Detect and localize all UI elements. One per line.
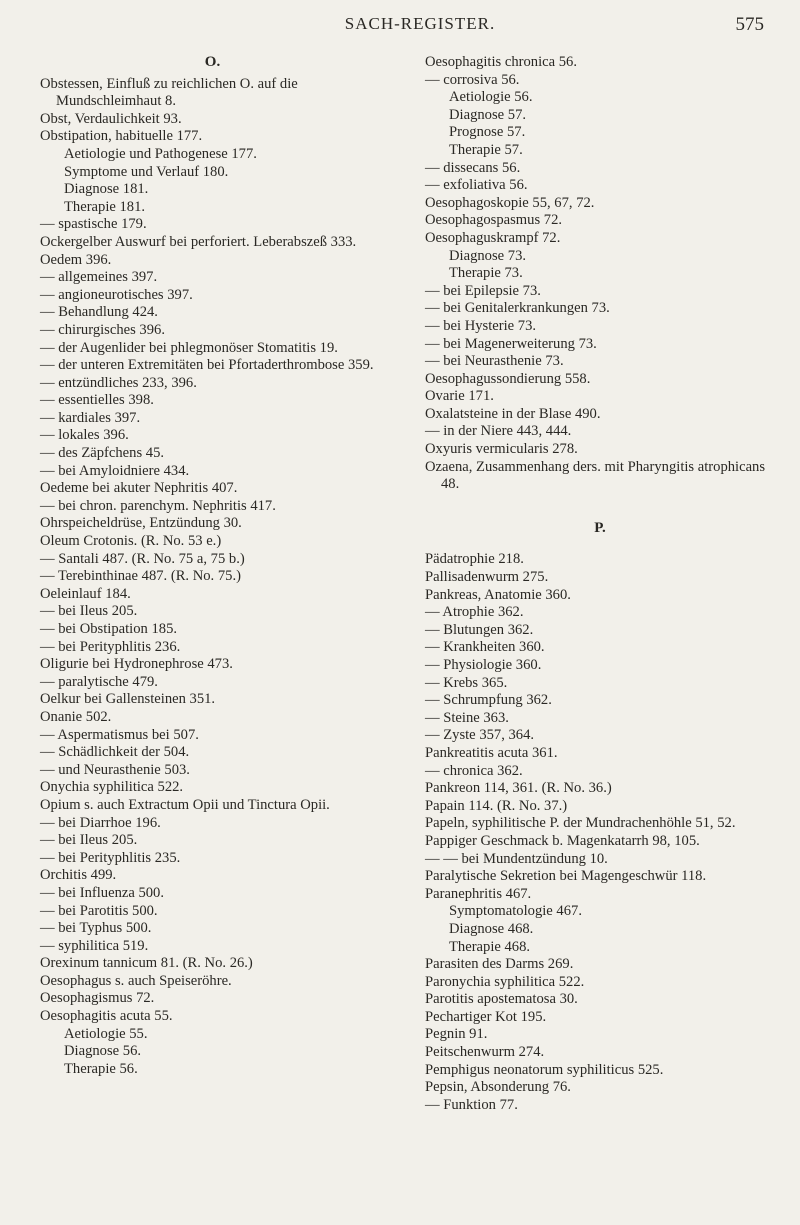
index-entry: — chronica 362. <box>425 762 523 779</box>
index-entry: — bei Ileus 205. <box>40 832 138 849</box>
index-entry: Pädatrophie 218. <box>425 551 524 568</box>
index-entry: Paralytische Sekretion bei Magengeschwür 118. <box>425 868 707 885</box>
index-entry: — bei Parotitis 500. <box>40 902 158 919</box>
index-entry: — kardiales 397. <box>40 409 141 426</box>
index-entry: Obstessen, Einfluß zu reichlichen O. auf die Mundschleimhaut 8. <box>40 75 298 110</box>
index-entry: Pemphigus neonatorum syphiliticus 525. <box>425 1061 664 1078</box>
index-entry: — Krebs 365. <box>425 674 508 691</box>
index-entry: — bei Perityphlitis 236. <box>40 638 181 655</box>
index-entry: — chirurgisches 396. <box>40 321 165 338</box>
index-entry: Obstipation, habituelle 177. <box>40 128 203 145</box>
index-entry: — Santali 487. (R. No. 75 a, 75 b.) <box>40 550 245 567</box>
left-column <box>40 54 385 1078</box>
index-entry: Oesophagus s. auch Speiseröhre. <box>40 972 232 989</box>
index-entry: — corrosiva 56. <box>425 71 520 88</box>
index-entry: Onanie 502. <box>40 708 112 725</box>
index-entry: Orchitis 499. <box>40 867 117 884</box>
index-entry: — Blutungen 362. <box>425 621 534 638</box>
index-entry: Ozaena, Zusammenhang ders. mit Pharyngitis atrophicans 48. <box>425 458 766 493</box>
index-entry: — Physiologie 360. <box>425 657 542 673</box>
index-entry: Symptomatologie 467. <box>449 903 582 920</box>
index-entry: Oeleinlauf 184. <box>40 585 131 602</box>
index-entry: Parasiten des Darms 269. <box>425 956 574 973</box>
index-entry: Oesophagoskopie 55, 67, 72. <box>425 194 595 211</box>
index-entry: Pallisadenwurm 275. <box>425 569 549 586</box>
index-entry: Ovarie 171. <box>425 388 494 405</box>
index-entry: — bei Amyloidniere 434. <box>40 462 190 479</box>
index-entry: — essentielles 398. <box>40 392 154 409</box>
entry-list-right-o <box>425 54 775 494</box>
index-entry: — bei Diarrhoe 196. <box>40 814 161 831</box>
index-entry: — und Neurasthenie 503. <box>40 761 190 778</box>
index-entry: — bei Hysterie 73. <box>425 317 537 334</box>
index-entry: — bei Neurasthenie 73. <box>425 353 564 370</box>
index-entry: Oedem 396. <box>40 251 112 268</box>
right-column <box>425 54 775 1114</box>
index-entry: Papain 114. (R. No. 37.) <box>425 797 568 814</box>
index-entry: Orexinum tannicum 81. (R. No. 26.) <box>40 955 253 972</box>
index-entry: — Zyste 357, 364. <box>425 727 535 744</box>
index-entry: — Terebinthinae 487. (R. No. 75.) <box>40 568 241 585</box>
index-entry: Oesophagussondierung 558. <box>425 370 591 387</box>
index-entry: Symptome und Verlauf 180. <box>64 163 229 180</box>
index-entry: Diagnose 181. <box>64 181 149 198</box>
index-entry: — lokales 396. <box>40 427 129 444</box>
index-entry: Obst, Verdaulichkeit 93. <box>40 110 182 127</box>
index-entry: Pegnin 91. <box>425 1026 488 1043</box>
index-entry: — bei Epilepsie 73. <box>425 282 541 299</box>
index-entry: Oesophagismus 72. <box>40 990 155 1007</box>
index-entry: Oesophagospasmus 72. <box>425 212 563 229</box>
index-entry: Paranephritis 467. <box>425 885 532 902</box>
index-entry: — der unteren Extremitäten bei Pfortaderthrombose 359. <box>40 357 374 374</box>
index-entry: Onychia syphilitica 522. <box>40 779 184 796</box>
index-entry: Oesophaguskrampf 72. <box>425 229 561 246</box>
index-entry: Pappiger Geschmack b. Magenkatarrh 98, 105. <box>425 832 700 849</box>
index-entry: Therapie 73. <box>449 265 523 282</box>
index-entry: Therapie 468. <box>449 938 531 955</box>
index-entry: Therapie 56. <box>64 1060 138 1077</box>
index-entry: Oedeme bei akuter Nephritis 407. <box>40 480 238 497</box>
index-entry: — syphilitica 519. <box>40 937 149 954</box>
index-entry: — exfoliativa 56. <box>425 177 528 194</box>
index-entry: — allgemeines 397. <box>40 269 158 286</box>
index-entry: — paralytische 479. <box>40 673 158 690</box>
index-entry: Aetiologie und Pathogenese 177. <box>64 145 257 162</box>
index-entry: — angioneurotisches 397. <box>40 286 193 303</box>
index-entry: Therapie 181. <box>64 198 146 215</box>
index-entry: Oleum Crotonis. (R. No. 53 e.) <box>40 533 222 550</box>
index-entry: — spastische 179. <box>40 216 147 233</box>
header-title: SACH-REGISTER. <box>344 14 496 33</box>
index-entry: Papeln, syphilitische P. der Mundrachenhöhle 51, 52. <box>425 815 736 832</box>
index-entry: — Aspermatismus bei 507. <box>40 726 199 743</box>
index-entry: Therapie 57. <box>449 141 523 158</box>
index-entry: — bei Ileus 205. <box>40 603 138 620</box>
index-entry: — der Augenlider bei phlegmonöser Stomatitis 19. <box>40 339 338 356</box>
index-entry: — Krankheiten 360. <box>425 639 545 656</box>
index-entry: — bei Perityphlitis 235. <box>40 849 181 866</box>
index-entry: Ockergelber Auswurf bei perforiert. Leberabszeß 333. <box>40 233 357 250</box>
index-entry: Pepsin, Absonderung 76. <box>425 1079 571 1096</box>
index-entry: — des Zäpfchens 45. <box>40 445 165 462</box>
index-entry: Diagnose 73. <box>449 247 527 264</box>
index-entry: Oligurie bei Hydronephrose 473. <box>40 656 233 673</box>
index-entry: Oesophagitis acuta 55. <box>40 1008 173 1025</box>
index-entry: — Steine 363. <box>425 709 509 726</box>
index-entry: Pankreatitis acuta 361. <box>425 744 558 761</box>
index-entry: Paronychia syphilitica 522. <box>425 973 585 990</box>
index-entry: — dissecans 56. <box>425 159 521 176</box>
index-entry: — Schrumpfung 362. <box>425 692 552 709</box>
index-entry: Prognose 57. <box>449 124 526 141</box>
index-entry: — bei Genitalerkrankungen 73. <box>425 300 610 317</box>
index-entry: — bei Obstipation 185. <box>40 621 178 637</box>
index-entry: Aetiologie 55. <box>64 1025 148 1042</box>
running-header <box>0 14 800 44</box>
index-entry: Opium s. auch Extractum Opii und Tinctura Opii. <box>40 796 330 813</box>
index-entry: Parotitis apostematosa 30. <box>425 991 578 1008</box>
entry-list-right-p <box>425 551 775 1114</box>
index-entry: — Funktion 77. <box>425 1096 518 1113</box>
index-entry: — — bei Mundentzündung 10. <box>425 850 608 867</box>
index-entry: Oesophagitis chronica 56. <box>425 54 577 70</box>
index-entry: Diagnose 56. <box>64 1043 142 1060</box>
index-entry: Oxyuris vermicularis 278. <box>425 441 578 458</box>
index-entry: — bei chron. parenchym. Nephritis 417. <box>40 497 276 514</box>
index-entry: — bei Typhus 500. <box>40 920 152 937</box>
index-entry: Peitschenwurm 274. <box>425 1044 545 1061</box>
index-entry: — Behandlung 424. <box>40 304 158 321</box>
index-entry: Aetiologie 56. <box>449 89 533 106</box>
index-entry: Ohrspeicheldrüse, Entzündung 30. <box>40 515 242 532</box>
index-entry: Oxalatsteine in der Blase 490. <box>425 405 601 422</box>
index-entry: Diagnose 57. <box>449 106 527 123</box>
index-entry: — Atrophie 362. <box>425 604 524 621</box>
index-entry: Pechartiger Kot 195. <box>425 1008 547 1025</box>
index-entry: Oelkur bei Gallensteinen 351. <box>40 691 216 708</box>
section-letter-p: P. <box>594 519 606 536</box>
index-entry: — entzündliches 233, 396. <box>40 374 197 391</box>
index-entry: Pankreas, Anatomie 360. <box>425 586 571 603</box>
page-number: 575 <box>735 14 764 35</box>
index-entry: Pankreon 114, 361. (R. No. 36.) <box>425 780 612 797</box>
index-entry: Diagnose 468. <box>449 920 534 937</box>
entry-list-left <box>40 76 385 1079</box>
section-letter-o: O. <box>204 54 221 70</box>
index-entry: — in der Niere 443, 444. <box>425 423 572 440</box>
index-entry: — Schädlichkeit der 504. <box>40 744 190 761</box>
index-entry: — bei Magenerweiterung 73. <box>425 335 597 352</box>
index-entry: — bei Influenza 500. <box>40 884 165 901</box>
